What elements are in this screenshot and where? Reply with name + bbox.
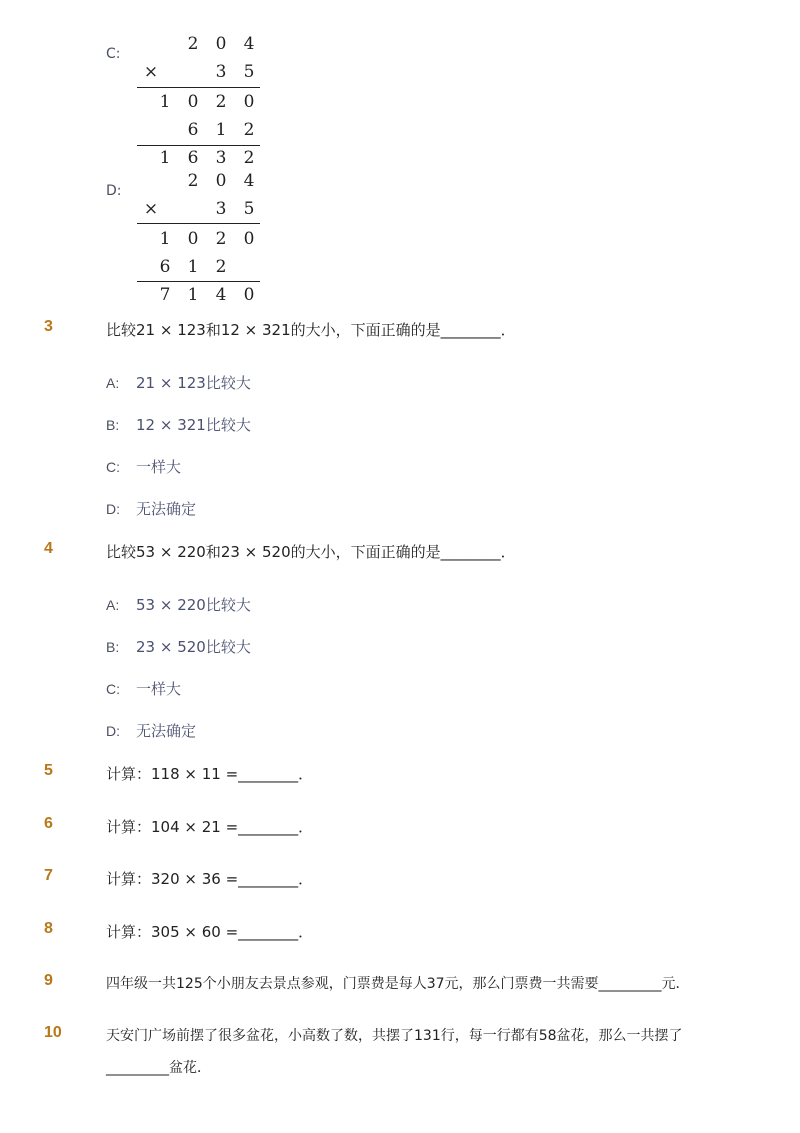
option-c[interactable] bbox=[106, 678, 181, 699]
option-label: C: bbox=[106, 681, 120, 697]
digit: 0 bbox=[215, 34, 227, 54]
question-text: 比较21 × 123和12 × 321的大小，下面正确的是________． bbox=[106, 321, 516, 339]
digit: 2 bbox=[215, 257, 227, 277]
digit: 1 bbox=[187, 257, 199, 277]
digit: 6 bbox=[187, 148, 199, 168]
question-text: 四年级一共125个小朋友去景点参观，门票费是每人37元，那么门票费一共需要_________元． bbox=[106, 976, 690, 992]
option-c[interactable] bbox=[106, 456, 181, 477]
option-text: 21 × 123比较大 bbox=[136, 374, 251, 392]
option-label: A: bbox=[106, 597, 120, 613]
option-label: D: bbox=[106, 183, 122, 199]
digit: 1 bbox=[159, 148, 171, 168]
option-label: C: bbox=[106, 46, 121, 62]
question-number: 8 bbox=[44, 920, 53, 937]
digit: 0 bbox=[243, 285, 255, 305]
option-text: 无法确定 bbox=[136, 500, 197, 518]
question-text: 天安门广场前摆了很多盆花，小高数了数，共摆了131行，每一行都有58盆花，那么一共摆了 bbox=[106, 1028, 683, 1044]
option-label: B: bbox=[106, 639, 120, 655]
digit: 2 bbox=[187, 34, 199, 54]
question-text: 计算：118 × 11 =________． bbox=[106, 765, 314, 783]
option-text: 无法确定 bbox=[136, 722, 197, 740]
digit: 0 bbox=[215, 171, 227, 191]
digit: 5 bbox=[243, 199, 255, 219]
option-text: 23 × 520比较大 bbox=[136, 638, 251, 656]
sum-line bbox=[137, 145, 260, 146]
digit: 2 bbox=[243, 120, 255, 140]
question-text-continued: _________盆花． bbox=[106, 1060, 211, 1076]
question-number: 10 bbox=[44, 1024, 62, 1041]
digit: 4 bbox=[243, 171, 255, 191]
option-text: 一样大 bbox=[136, 458, 182, 476]
digit: 0 bbox=[187, 229, 199, 249]
question-number: 6 bbox=[44, 815, 53, 832]
digit: 7 bbox=[159, 285, 171, 305]
digit: 3 bbox=[215, 199, 227, 219]
option-label: D: bbox=[106, 723, 120, 739]
option-a[interactable] bbox=[106, 594, 251, 615]
digit: 3 bbox=[215, 62, 227, 82]
sum-line bbox=[137, 223, 260, 224]
digit: 2 bbox=[243, 148, 255, 168]
question-number: 3 bbox=[44, 318, 53, 335]
digit: 0 bbox=[187, 92, 199, 112]
question-text: 计算：104 × 21 =________． bbox=[106, 818, 314, 836]
option-text: 一样大 bbox=[136, 680, 182, 698]
digit: 2 bbox=[215, 92, 227, 112]
option-b[interactable] bbox=[106, 414, 251, 435]
question-text: 计算：320 × 36 =________． bbox=[106, 870, 314, 888]
option-text: 53 × 220比较大 bbox=[136, 596, 251, 614]
digit: 1 bbox=[159, 92, 171, 112]
digit: 1 bbox=[187, 285, 199, 305]
option-a[interactable] bbox=[106, 372, 251, 393]
option-label: B: bbox=[106, 417, 120, 433]
sum-line bbox=[137, 87, 260, 88]
question-text: 计算：305 × 60 =________． bbox=[106, 923, 314, 941]
option-label: C: bbox=[106, 459, 120, 475]
digit: 4 bbox=[243, 34, 255, 54]
option-text: 12 × 321比较大 bbox=[136, 416, 251, 434]
option-b[interactable] bbox=[106, 636, 251, 657]
question-number: 9 bbox=[44, 972, 53, 989]
times-sign: × bbox=[143, 62, 159, 82]
times-sign: × bbox=[143, 199, 159, 219]
digit: 3 bbox=[215, 148, 227, 168]
digit: 6 bbox=[187, 120, 199, 140]
digit: 2 bbox=[187, 171, 199, 191]
digit: 1 bbox=[215, 120, 227, 140]
option-d[interactable] bbox=[106, 498, 196, 519]
option-label: D: bbox=[106, 501, 120, 517]
question-number: 4 bbox=[44, 540, 53, 557]
digit: 4 bbox=[215, 285, 227, 305]
question-number: 5 bbox=[44, 762, 53, 779]
digit: 5 bbox=[243, 62, 255, 82]
digit: 0 bbox=[243, 229, 255, 249]
option-d[interactable] bbox=[106, 720, 196, 741]
digit: 2 bbox=[215, 229, 227, 249]
digit: 6 bbox=[159, 257, 171, 277]
question-text: 比较53 × 220和23 × 520的大小，下面正确的是________． bbox=[106, 543, 516, 561]
digit: 0 bbox=[243, 92, 255, 112]
question-number: 7 bbox=[44, 867, 53, 884]
option-label: A: bbox=[106, 375, 120, 391]
digit: 1 bbox=[159, 229, 171, 249]
sum-line bbox=[137, 281, 260, 282]
